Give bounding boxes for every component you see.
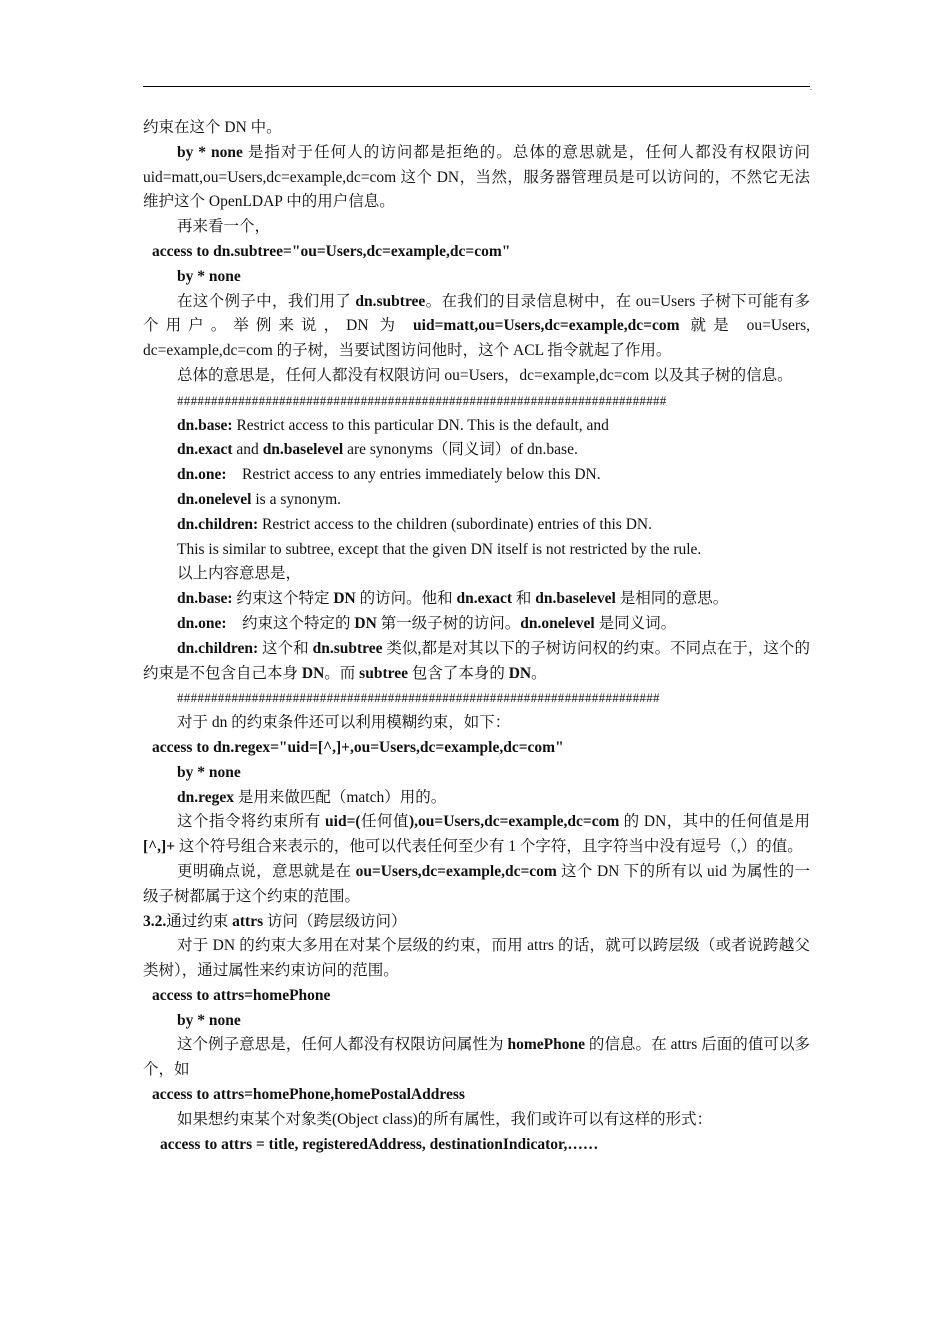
paragraph: 总体的意思是，任何人都没有权限访问 ou=Users，dc=example,dc=com 以及其子树的信息。 <box>177 366 793 384</box>
code-line: by * none <box>177 267 241 285</box>
code-line: access to attrs = title, registeredAddress, destinationIndicator,…… <box>160 1135 599 1153</box>
line: dn.base: Restrict access to this particular DN. This is the default, and <box>177 416 609 434</box>
line: 对于 dn 的约束条件还可以利用模糊约束，如下： <box>177 714 511 732</box>
line: dn.base: 约束这个特定 DN 的访问。他和 dn.exact 和 dn.baselevel 是相同的意思。 <box>177 590 729 608</box>
paragraph: 更明确点说，意思就是在 ou=Users,dc=example,dc=com 这个 DN 下的所有以 uid 为属性的一级子树都属于这个约束的范围。 <box>143 862 810 905</box>
document-body <box>143 116 810 1157</box>
code-line: by * none <box>177 763 241 781</box>
paragraph: by * none 是指对于任何人的访问都是拒绝的。总体的意思就是，任何人都没有权限访问 uid=matt,ou=Users,dc=example,dc=com 这个 DN，当然，服务器管理员是可以访问的，不然它无法维护这个 OpenLDAP 中的用户信息。 <box>143 143 810 211</box>
code-line: by * none <box>177 1011 241 1029</box>
paragraph: 这个指令将约束所有 uid=(任何值),ou=Users,dc=example,dc=com 的 DN，其中的任何值是用 [^,]+ 这个符号组合来表示的，他可以代表任何至少有 1 个字符，且字符当中没有逗号（,）的值。 <box>143 813 810 856</box>
code-line: access to attrs=homePhone,homePostalAddress <box>152 1086 465 1104</box>
line: 再来看一个， <box>177 218 271 236</box>
header-rule-mark: . <box>810 83 812 92</box>
code-line: access to dn.regex="uid=[^,]+,ou=Users,dc=example,dc=com" <box>152 738 564 756</box>
code-line: access to dn.subtree="ou=Users,dc=example,dc=com" <box>152 242 511 260</box>
line: dn.children: Restrict access to the children (subordinate) entries of this DN. <box>177 515 652 533</box>
line: dn.one: Restrict access to any entries immediately below this DN. <box>177 466 601 484</box>
line: dn.exact and dn.baselevel are synonyms（同义词）of dn.base. <box>177 441 578 459</box>
line: 如果想约束某个对象类(Object class)的所有属性，我们或许可以有这样的形式： <box>177 1110 713 1128</box>
line: dn.onelevel is a synonym. <box>177 490 342 508</box>
header-rule <box>143 86 810 87</box>
paragraph: 对于 DN 的约束大多用在对某个层级的约束，而用 attrs 的话，就可以跨层级（或者说跨越父类树），通过属性来约束访问的范围。 <box>143 937 810 980</box>
paragraph: dn.children: 这个和 dn.subtree 类似,都是对其以下的子树访问权的约束。不同点在于，这个的约束是不包含自己本身 DN。而 subtree 包含了本身的 DN。 <box>143 639 810 682</box>
line: 以上内容意思是， <box>177 565 302 583</box>
paragraph: 在这个例子中，我们用了 dn.subtree。在我们的目录信息树中，在 ou=Users 子树下可能有多个用户。举例来说，DN 为 uid=matt,ou=Users,dc=example,dc=com 就是 ou=Users, dc=example,dc=com 的子树，当要试图访问他时，这个 ACL 指令就起了作用。 <box>143 292 811 360</box>
section-heading: 3.2.通过约束 attrs 访问（跨层级访问） <box>143 912 407 930</box>
separator-line: ####################################################################### <box>177 690 660 706</box>
separator-line: ######################################################################## <box>177 392 667 408</box>
line: This is similar to subtree, except that the given DN itself is not restricted by the rule. <box>177 540 702 558</box>
code-line: access to attrs=homePhone <box>152 986 331 1004</box>
paragraph: 这个例子意思是，任何人都没有权限访问属性为 homePhone 的信息。在 attrs 后面的值可以多个，如 <box>143 1036 810 1079</box>
line: 约束在这个 DN 中。 <box>143 119 282 136</box>
line: dn.one: 约束这个特定的 DN 第一级子树的访问。dn.onelevel 是同义词。 <box>177 614 677 632</box>
line: dn.regex 是用来做匹配（match）用的。 <box>177 788 447 806</box>
